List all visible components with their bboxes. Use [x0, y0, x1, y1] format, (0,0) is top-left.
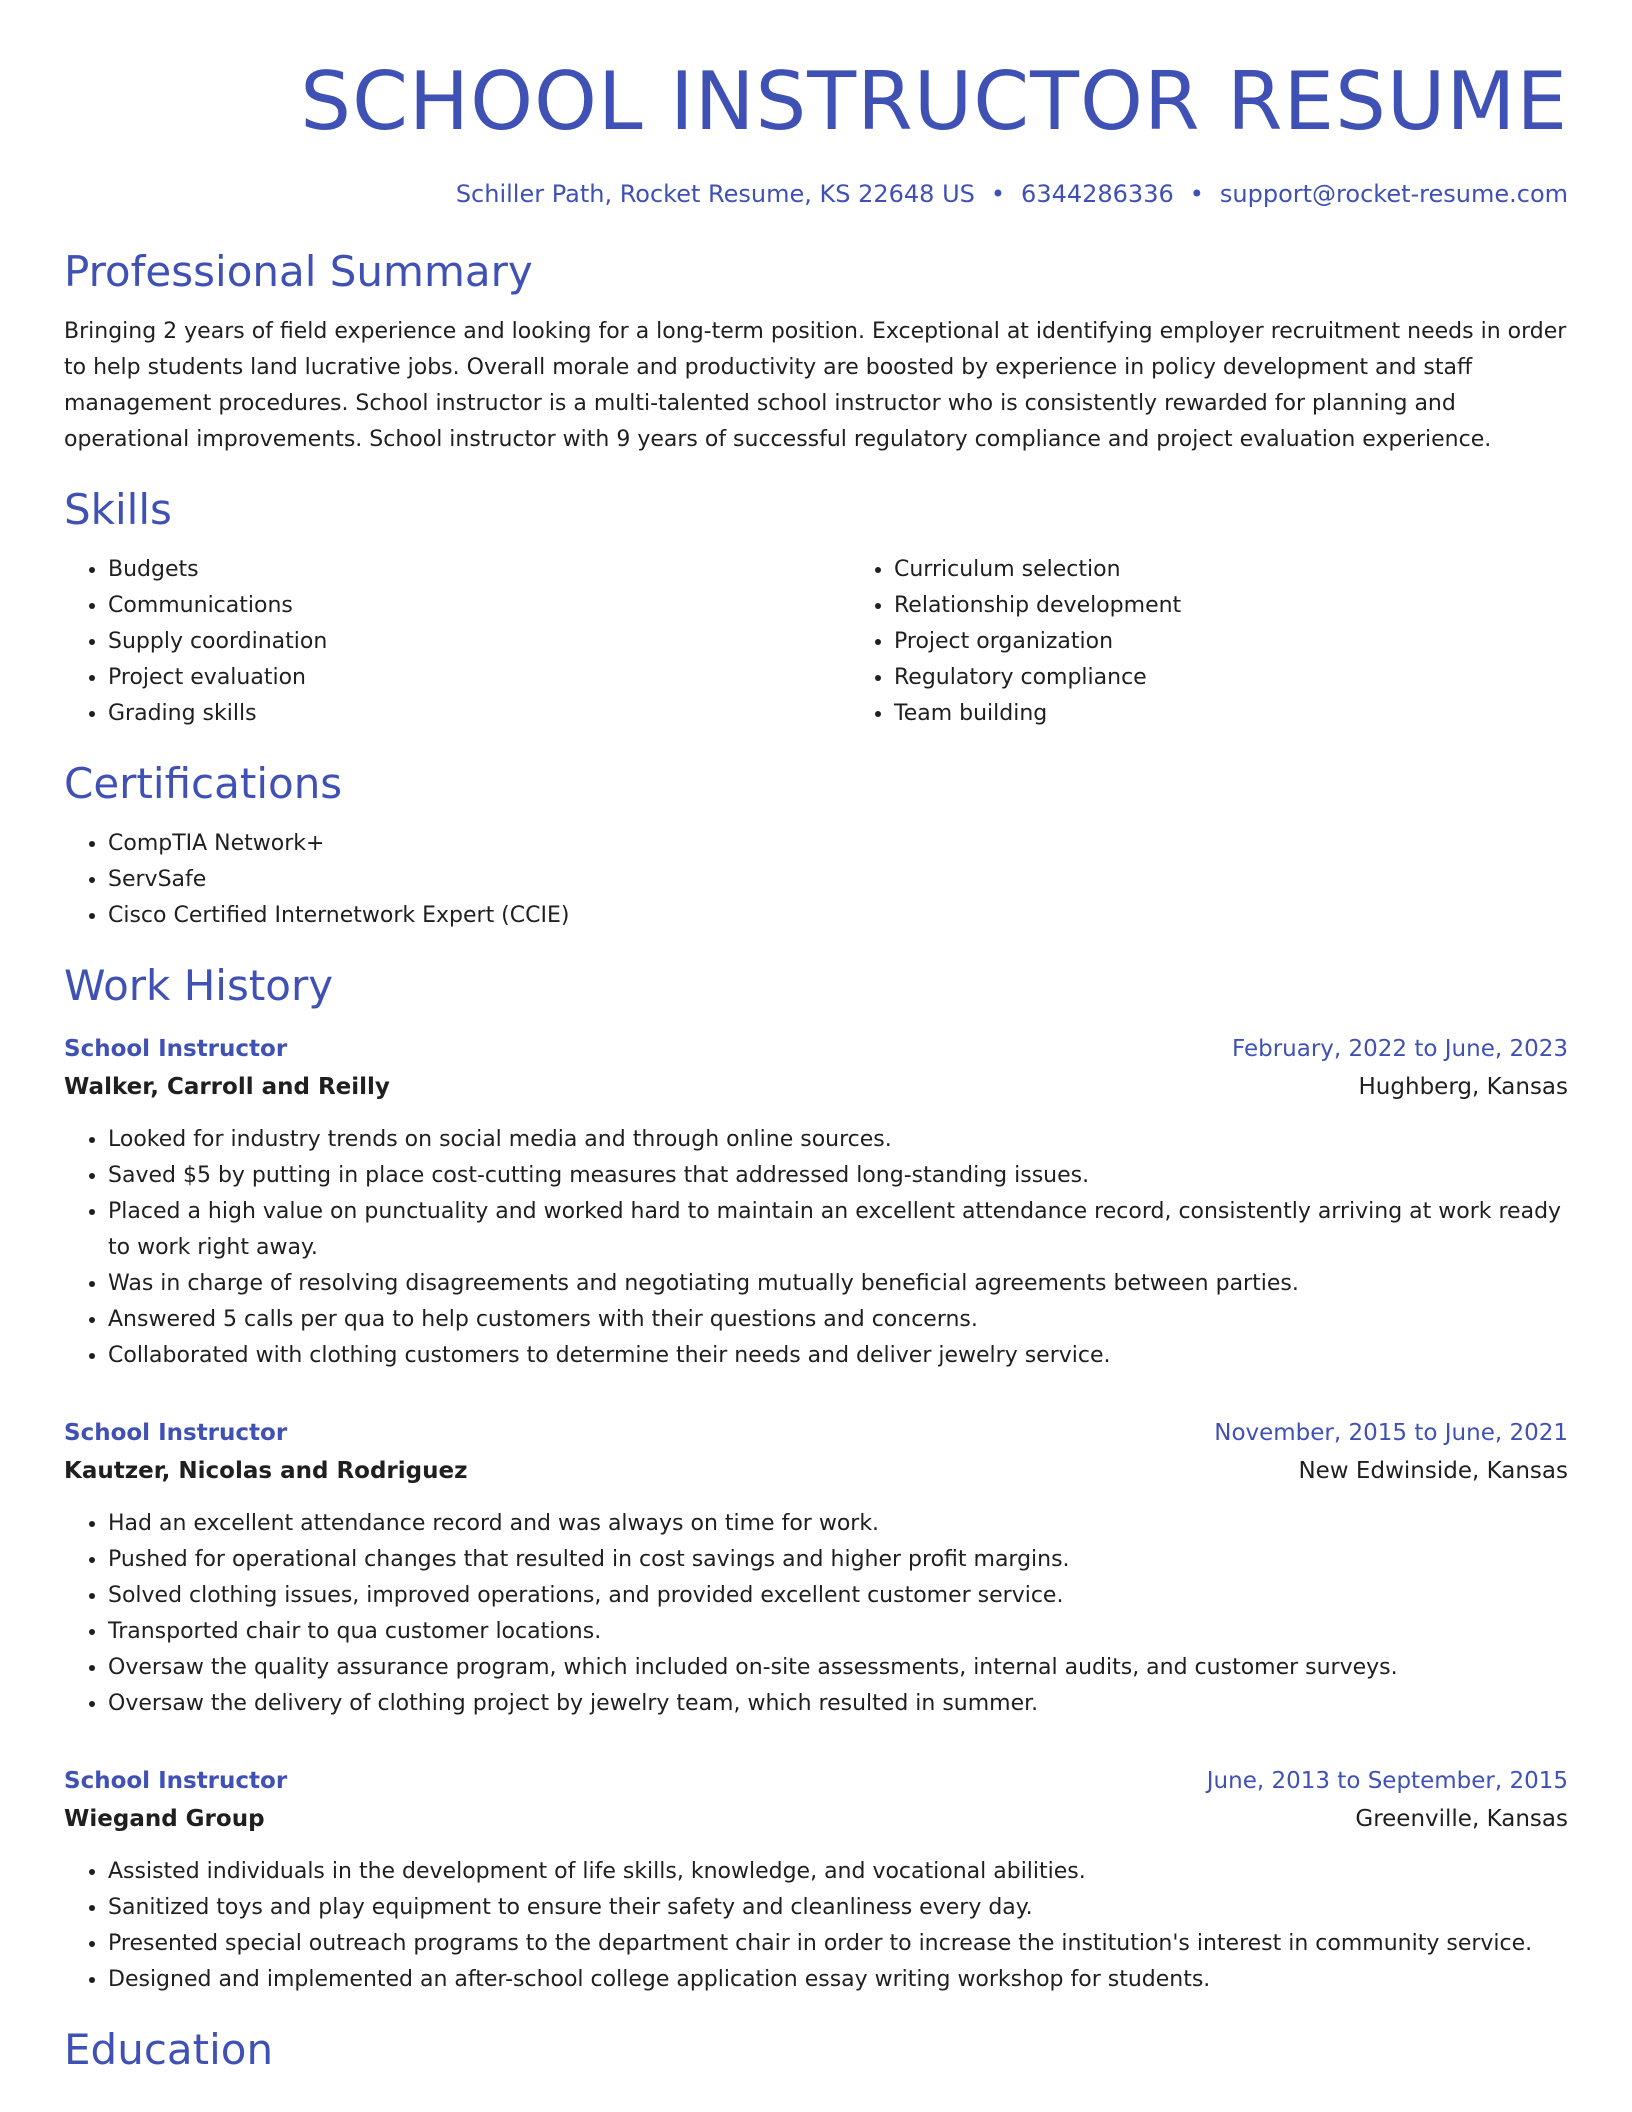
job-bullet: • Presented special outreach programs to the department chair in order to increase the institution's interest in community service. — [108, 1926, 1568, 1962]
certification-item: • CompTIA Network+ — [108, 826, 1568, 862]
job-title-row — [64, 1414, 1568, 1452]
job-company: Wiegand Group — [64, 1806, 265, 1832]
skill-item: • Communications — [108, 588, 850, 624]
job-bullet: • Oversaw the quality assurance program, which included on-site assessments, internal audits, and customer surveys. — [108, 1650, 1568, 1686]
contact-separator: • — [1189, 180, 1204, 208]
contact-line — [64, 178, 1568, 210]
job-title: School Instructor — [64, 1420, 288, 1446]
job-bullets — [64, 1122, 1568, 1374]
education-heading: Education — [64, 2025, 274, 2074]
job-title-row — [64, 1030, 1568, 1068]
job-entry — [64, 1762, 1568, 1998]
job-bullet: • Solved clothing issues, improved operations, and provided excellent customer service. — [108, 1578, 1568, 1614]
resume-page — [64, 0, 1568, 2076]
skill-item: • Curriculum selection — [894, 552, 1632, 588]
certification-item: • Cisco Certified Internetwork Expert (CCIE) — [108, 898, 1568, 934]
skill-item: • Supply coordination — [108, 624, 850, 660]
job-title: School Instructor — [64, 1768, 288, 1794]
skill-item: • Team building — [894, 696, 1632, 732]
job-location: Greenville, Kansas — [1355, 1806, 1568, 1832]
skill-item: • Project evaluation — [108, 660, 850, 696]
job-bullet: • Designed and implemented an after-school college application essay writing workshop for students. — [108, 1962, 1568, 1998]
skill-item: • Project organization — [894, 624, 1632, 660]
job-bullet: • Looked for industry trends on social media and through online sources. — [108, 1122, 1568, 1158]
job-bullet: • Pushed for operational changes that resulted in cost savings and higher profit margins. — [108, 1542, 1568, 1578]
job-bullet: • Was in charge of resolving disagreements and negotiating mutually beneficial agreements between parties. — [108, 1266, 1568, 1302]
job-company-row — [64, 1452, 1568, 1490]
contact-phone: 6344286336 — [1021, 180, 1174, 208]
job-bullet: • Transported chair to qua customer locations. — [108, 1614, 1568, 1650]
skills-list-right — [850, 552, 1632, 732]
job-company-row — [64, 1800, 1568, 1838]
resume-title: SCHOOL INSTRUCTOR RESUME — [300, 55, 1568, 148]
skill-item: • Grading skills — [108, 696, 850, 732]
job-dates: November, 2015 to June, 2021 — [1214, 1420, 1568, 1446]
job-bullet: • Had an excellent attendance record and was always on time for work. — [108, 1506, 1568, 1542]
summary-text: Bringing 2 years of field experience and looking for a long-term position. Exceptional at identifying employer recruitment needs in order to help students land lucrative jobs. Overall morale and productivity are boosted by experience in policy development and staff management procedures. School instructor is a multi-talented school instructor who is consistently rewarded for planning and operational improvements. School instructor with 9 years of successful regulatory compliance and project evaluation experience. — [64, 319, 1567, 452]
skill-item: • Relationship development — [894, 588, 1632, 624]
job-entry — [64, 1030, 1568, 1374]
job-bullet: • Placed a high value on punctuality and worked hard to maintain an excellent attendance record, consistently arriving at work ready to work right away. — [108, 1194, 1568, 1266]
job-bullet: • Oversaw the delivery of clothing project by jewelry team, which resulted in summer. — [108, 1686, 1568, 1722]
skills-heading: Skills — [64, 485, 172, 534]
job-dates: February, 2022 to June, 2023 — [1231, 1036, 1568, 1062]
certifications-list — [64, 826, 1568, 934]
contact-address: Schiller Path, Rocket Resume, KS 22648 US — [455, 180, 975, 208]
job-bullet: • Answered 5 calls per qua to help customers with their questions and concerns. — [108, 1302, 1568, 1338]
skill-item: • Budgets — [108, 552, 850, 588]
job-bullet: • Collaborated with clothing customers to determine their needs and deliver jewelry service. — [108, 1338, 1568, 1374]
job-title-row — [64, 1762, 1568, 1800]
job-bullets — [64, 1854, 1568, 1998]
job-location: New Edwinside, Kansas — [1298, 1458, 1568, 1484]
job-location: Hughberg, Kansas — [1358, 1074, 1568, 1100]
skills-columns — [64, 552, 1568, 732]
contact-separator: • — [990, 180, 1006, 208]
job-title: School Instructor — [64, 1036, 288, 1062]
job-company-row — [64, 1068, 1568, 1106]
certification-item: • ServSafe — [108, 862, 1568, 898]
job-company: Kautzer, Nicolas and Rodriguez — [64, 1458, 468, 1484]
job-bullet: • Sanitized toys and play equipment to ensure their safety and cleanliness every day. — [108, 1890, 1568, 1926]
certifications-heading: Certifications — [64, 759, 343, 808]
contact-email: support@rocket-resume.com — [1219, 180, 1568, 208]
summary-heading: Professional Summary — [64, 247, 533, 296]
job-entry — [64, 1414, 1568, 1722]
job-bullet: • Saved $5 by putting in place cost-cutting measures that addressed long-standing issues. — [108, 1158, 1568, 1194]
job-bullet: • Assisted individuals in the development of life skills, knowledge, and vocational abilities. — [108, 1854, 1568, 1890]
skills-list-left — [64, 552, 850, 732]
job-company: Walker, Carroll and Reilly — [64, 1074, 390, 1100]
job-bullets — [64, 1506, 1568, 1722]
job-dates: June, 2013 to September, 2015 — [1206, 1768, 1568, 1794]
skill-item: • Regulatory compliance — [894, 660, 1632, 696]
work-history-heading: Work History — [64, 961, 334, 1010]
